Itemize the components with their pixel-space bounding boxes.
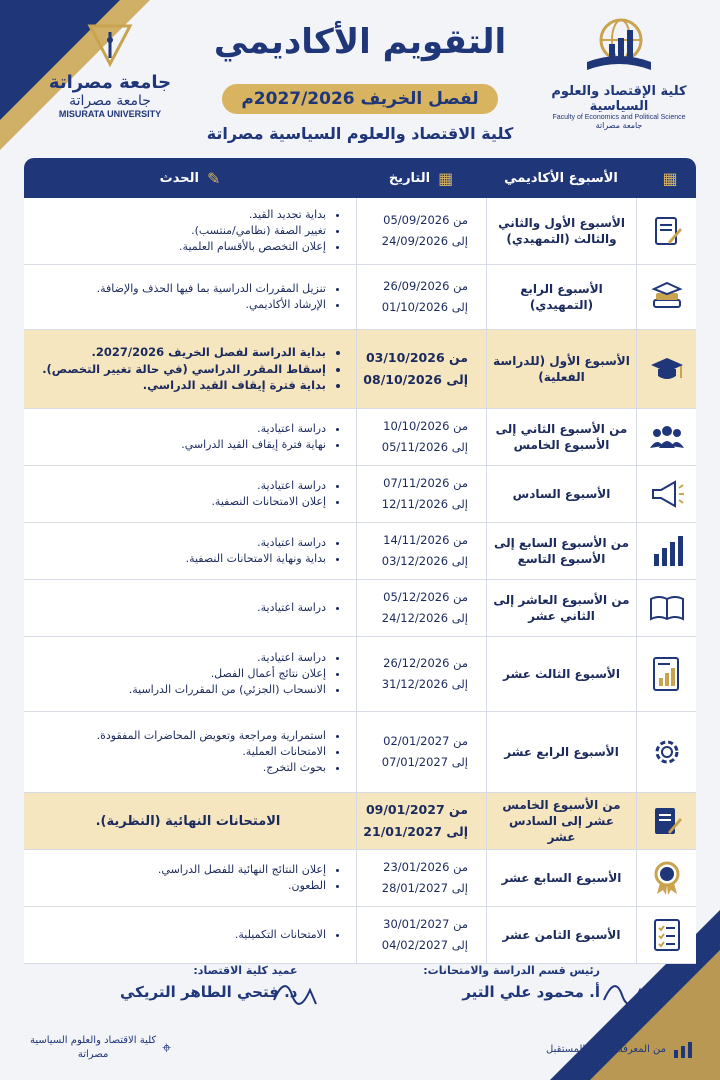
header-event: ✎ الحدث	[159, 168, 221, 188]
faculty-logo-en: Faculty of Economics and Political Science	[552, 114, 686, 121]
event-item: • إعلان التخصص بالأقسام العلمية.	[179, 239, 326, 255]
event-list	[129, 650, 342, 698]
header-week: الأسبوع الأكاديمي	[504, 170, 618, 186]
event-item: • بداية فترة إيقاف القيد الدراسي.	[42, 377, 326, 394]
date-from: من 09/01/2027	[365, 801, 468, 817]
date-from: من 05/12/2026	[383, 590, 468, 605]
table-header	[24, 158, 696, 198]
date-to: إلى 05/11/2026	[381, 440, 468, 454]
date-to: إلى 01/10/2026	[381, 300, 468, 314]
book-stack-icon	[649, 279, 685, 315]
week-cell: الأسبوع الأول (للدراسة الفعلية)	[486, 330, 636, 408]
date-from: من 03/10/2026	[365, 349, 468, 365]
event-list	[97, 281, 342, 313]
event-cell	[24, 580, 356, 636]
calendar-table	[24, 158, 696, 964]
row-icon-cell	[636, 523, 696, 579]
row-icon-cell	[636, 409, 696, 465]
row-icon-cell	[636, 850, 696, 906]
date-from: من 07/11/2026	[383, 476, 468, 491]
table-row	[24, 637, 696, 712]
week-cell: الأسبوع الرابع (التمهيدي)	[486, 265, 636, 329]
date-to: إلى 24/09/2026	[381, 234, 468, 248]
date-to: إلى 07/01/2027	[381, 755, 468, 769]
exam-pen-icon	[649, 803, 685, 839]
week-cell: من الأسبوع الخامس عشر إلى السادس عشر	[486, 793, 636, 849]
event-item: • دراسة اعتيادية.	[186, 535, 326, 551]
week-cell: الأسبوع الثامن عشر	[486, 907, 636, 963]
row-icon-cell	[636, 580, 696, 636]
university-logo-ar: جامعة مصراتة	[48, 72, 172, 93]
date-to: إلى 28/01/2027	[381, 881, 468, 895]
signature-name: د. فتحي الطاهر التريكي	[120, 983, 298, 1001]
date-cell	[356, 637, 486, 711]
signature-scribble-icon	[600, 970, 650, 1010]
event-item: • بداية تجديد القيد.	[179, 207, 326, 223]
week-cell: الأسبوع السادس	[486, 466, 636, 522]
event-item: • دراسة اعتيادية.	[211, 478, 326, 494]
event-item: • دراسة اعتيادية.	[181, 421, 326, 437]
event-item: • الامتحانات التكميلية.	[235, 927, 326, 943]
signature-scribble-icon	[270, 970, 320, 1010]
date-cell	[356, 466, 486, 522]
event-cell	[24, 850, 356, 906]
signature-right	[423, 964, 600, 1001]
date-cell	[356, 265, 486, 329]
event-cell	[24, 265, 356, 329]
table-row	[24, 850, 696, 907]
event-item: • إسقاط المقرر الدراسي (في حالة تغيير التخصص).	[42, 361, 326, 378]
date-to: إلى 04/02/2027	[381, 938, 468, 952]
table-body	[24, 198, 696, 964]
table-row	[24, 265, 696, 330]
week-cell: من الأسبوع السابع إلى الأسبوع التاسع	[486, 523, 636, 579]
table-row	[24, 907, 696, 964]
week-cell: الأسبوع السابع عشر	[486, 850, 636, 906]
event-list	[42, 344, 342, 394]
event-cell	[24, 198, 356, 264]
date-from: من 02/01/2027	[383, 734, 468, 749]
date-cell	[356, 793, 486, 849]
date-cell	[356, 580, 486, 636]
date-from: من 10/10/2026	[383, 419, 468, 434]
event-list	[186, 535, 342, 567]
header	[0, 0, 720, 160]
row-icon-cell	[636, 712, 696, 792]
signature-role: رئيس قسم الدراسة والامتحانات:	[423, 964, 600, 977]
event-item: • استمرارية ومراجعة وتعويض المحاضرات المفقودة.	[97, 728, 326, 744]
event-item: • إعلان الامتحانات النصفية.	[211, 494, 326, 510]
date-cell	[356, 907, 486, 963]
table-row	[24, 580, 696, 637]
open-book-icon	[649, 590, 685, 626]
document-pen-icon: ✎	[206, 168, 221, 188]
table-row	[24, 523, 696, 580]
event-cell	[24, 330, 356, 408]
location-pin-icon: ⌖	[162, 1038, 172, 1057]
event-item: • بداية ونهاية الامتحانات النصفية.	[186, 551, 326, 567]
event-cell	[24, 712, 356, 792]
date-from: من 26/12/2026	[383, 656, 468, 671]
faculty-logo	[544, 14, 694, 130]
graduation-cap-icon	[649, 351, 685, 387]
university-logo-en: MISURATA UNIVERSITY	[58, 109, 162, 119]
table-row	[24, 409, 696, 466]
date-to: إلى 31/12/2026	[381, 677, 468, 691]
date-cell	[356, 850, 486, 906]
semester-badge: لفصل الخريف 2027/2026م	[222, 84, 498, 114]
date-from: من 30/01/2027	[383, 917, 468, 932]
week-cell: من الأسبوع العاشر إلى الثاني عشر	[486, 580, 636, 636]
week-cell: الأسبوع الرابع عشر	[486, 712, 636, 792]
event-cell	[24, 523, 356, 579]
row-icon-cell	[636, 466, 696, 522]
pen-nib-icon	[80, 22, 140, 68]
date-from: من 05/09/2026	[383, 213, 468, 228]
date-to: إلى 08/10/2026	[363, 372, 468, 387]
event-item: • دراسة اعتيادية.	[257, 600, 326, 616]
faculty-logo-sub: جامعة مصراتة	[595, 121, 643, 130]
event-list	[235, 927, 342, 943]
bar-chart-icon	[649, 533, 685, 569]
event-list	[257, 600, 342, 616]
event-cell	[24, 793, 356, 849]
date-to: إلى 21/01/2027	[363, 824, 468, 839]
report-chart-icon	[649, 656, 685, 692]
university-logo-ar2: جامعة مصراتة	[69, 93, 151, 109]
row-icon-cell	[636, 793, 696, 849]
event-item: • بحوث التخرج.	[97, 760, 326, 776]
date-to: إلى 12/11/2026	[381, 497, 468, 511]
date-cell	[356, 198, 486, 264]
event-item: • بداية الدراسة لفصل الخريف 2027/2026.	[42, 344, 326, 361]
date-cell	[356, 330, 486, 408]
table-row	[24, 198, 696, 265]
globe-book-icon	[579, 14, 659, 84]
college-name: كلية الاقتصاد والعلوم السياسية مصراتة	[206, 124, 514, 143]
event-list	[97, 728, 342, 776]
event-cell	[24, 907, 356, 963]
calendar-icon: ▦	[438, 168, 454, 188]
week-cell: من الأسبوع الثاني إلى الأسبوع الخامس	[486, 409, 636, 465]
event-list	[179, 207, 342, 255]
header-icon-cell	[636, 158, 696, 198]
event-item: • إعلان نتائج أعمال الفصل.	[129, 666, 326, 682]
signatures	[0, 960, 720, 1020]
event-cell	[24, 637, 356, 711]
event-item: • نهاية فترة إيقاف القيد الدراسي.	[181, 437, 326, 453]
event-item: • تنزيل المقررات الدراسية بما فيها الحذف والإضافة.	[97, 281, 326, 297]
footer	[0, 1020, 720, 1080]
event-cell	[24, 466, 356, 522]
date-to: إلى 24/12/2026	[381, 611, 468, 625]
faculty-logo-ar: كلية الإقتصاد والعلوم السياسية	[551, 84, 687, 114]
event-item: • الإرشاد الأكاديمي.	[97, 297, 326, 313]
row-icon-cell	[636, 330, 696, 408]
signature-role: عميد كلية الاقتصاد:	[193, 964, 298, 977]
row-icon-cell	[636, 265, 696, 329]
date-to: إلى 03/12/2026	[381, 554, 468, 568]
users-icon	[649, 419, 685, 455]
medal-icon	[649, 860, 685, 896]
table-row	[24, 712, 696, 793]
event-item: • الطعون.	[158, 878, 326, 894]
gear-icon	[649, 734, 685, 770]
row-icon-cell	[636, 907, 696, 963]
date-cell	[356, 712, 486, 792]
signature-name: أ. محمود علي التير	[462, 983, 600, 1001]
table-row	[24, 466, 696, 523]
bar-chart-icon	[672, 1040, 694, 1058]
page-title: التقويم الأكاديمي	[213, 22, 507, 62]
date-from: من 26/09/2026	[383, 279, 468, 294]
date-from: من 23/01/2026	[383, 860, 468, 875]
event-item: الامتحانات النهائية (النظرية).	[95, 813, 281, 829]
megaphone-icon	[649, 476, 685, 512]
row-icon-cell	[636, 637, 696, 711]
row-icon-cell	[636, 198, 696, 264]
event-list	[181, 421, 342, 453]
event-item: • الامتحانات العملية.	[97, 744, 326, 760]
event-item: • الانسحاب (الجزئي) من المقررات الدراسية.	[129, 682, 326, 698]
calendar-icon: ▦	[662, 168, 678, 188]
week-cell: الأسبوع الثالث عشر	[486, 637, 636, 711]
university-logo	[40, 22, 180, 119]
table-row	[24, 793, 696, 850]
event-list	[211, 478, 342, 510]
date-from: من 14/11/2026	[383, 533, 468, 548]
event-item: • إعلان النتائج النهائية للفصل الدراسي.	[158, 862, 326, 878]
event-list	[158, 862, 342, 894]
footer-slogan: من المعرفة.. نصنع المستقبل	[546, 1040, 694, 1058]
event-item: • دراسة اعتيادية.	[129, 650, 326, 666]
table-row	[24, 330, 696, 409]
footer-location: ⌖ كلية الاقتصاد والعلوم السياسية مصراتة	[30, 1035, 172, 1060]
event-cell	[24, 409, 356, 465]
checklist-icon	[649, 917, 685, 953]
header-date: ▦ التاريخ	[388, 168, 454, 188]
date-cell	[356, 523, 486, 579]
document-edit-icon	[649, 213, 685, 249]
event-item: • تغيير الصفة (نظامي/منتسب).	[179, 223, 326, 239]
week-cell: الأسبوع الأول والثاني والثالث (التمهيدي)	[486, 198, 636, 264]
date-cell	[356, 409, 486, 465]
